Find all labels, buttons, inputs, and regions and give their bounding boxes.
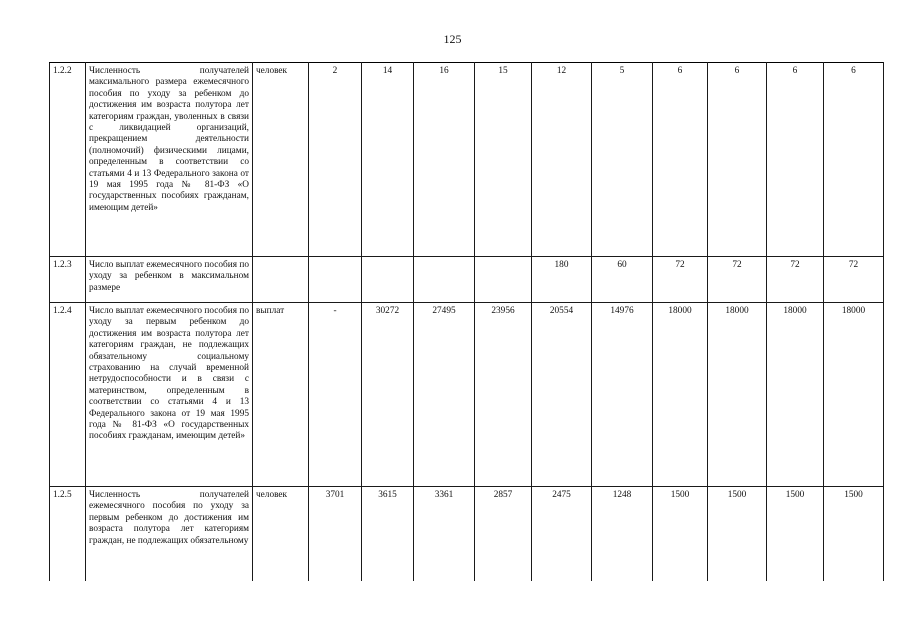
unit-cell: человек (253, 487, 309, 581)
value-cell (309, 257, 362, 303)
value-cell: 72 (708, 257, 767, 303)
value-cell (362, 257, 414, 303)
value-cell: 15 (475, 63, 532, 257)
description-cell: Число выплат ежемесячного пособия по уходу за первым ребенком до достижения им возраста полутора лет категориям граждан, не подлежащих обязательному социальному страхованию на случай временной нетрудоспособности и в связи с материнством, определенным в соответствии со статьями 4 и 13 Федерального закона от 19 мая 1995 года № 81-ФЗ «О государственных пособиях гражданам, имеющим детей» (86, 303, 253, 487)
value-cell (414, 257, 475, 303)
value-cell: 16 (414, 63, 475, 257)
row-id-cell: 1.2.3 (50, 257, 86, 303)
value-cell: 14 (362, 63, 414, 257)
value-cell: 12 (532, 63, 592, 257)
page-number: 125 (443, 32, 462, 46)
row-id-cell: 1.2.5 (50, 487, 86, 581)
value-cell: 6 (824, 63, 884, 257)
value-cell: 2475 (532, 487, 592, 581)
value-cell: 1500 (824, 487, 884, 581)
value-cell: 6 (767, 63, 824, 257)
value-cell: 180 (532, 257, 592, 303)
table-row (50, 303, 884, 487)
value-cell: 1248 (592, 487, 653, 581)
row-id-cell: 1.2.2 (50, 63, 86, 257)
value-cell: 1500 (708, 487, 767, 581)
value-cell: 72 (653, 257, 708, 303)
value-cell: 18000 (767, 303, 824, 487)
value-cell: 27495 (414, 303, 475, 487)
value-cell: 6 (653, 63, 708, 257)
value-cell: 20554 (532, 303, 592, 487)
description-cell: Численность получателей максимального размера ежемесячного пособия по уходу за ребенком до достижения им возраста полутора лет категориям граждан, уволенных в связи с ликвидацией организаций, прекращением деятельности (полномочий) физическими лицами, определенным в соответствии со статьями 4 и 13 Федерального закона от 19 мая 1995 года № 81-ФЗ «О государственных пособиях гражданам, имеющим детей» (86, 63, 253, 257)
unit-cell: человек (253, 63, 309, 257)
value-cell: - (309, 303, 362, 487)
table-row (50, 487, 884, 581)
value-cell: 6 (708, 63, 767, 257)
value-cell: 3701 (309, 487, 362, 581)
value-cell (475, 257, 532, 303)
value-cell: 18000 (653, 303, 708, 487)
value-cell: 18000 (824, 303, 884, 487)
unit-cell (253, 257, 309, 303)
statistics-table (49, 62, 884, 581)
value-cell: 3361 (414, 487, 475, 581)
value-cell: 14976 (592, 303, 653, 487)
value-cell: 30272 (362, 303, 414, 487)
value-cell: 2 (309, 63, 362, 257)
description-cell: Численность получателей ежемесячного пособия по уходу за первым ребенком до достижения им возраста полутора лет категориям граждан, не подлежащих обязательному (86, 487, 253, 581)
value-cell: 60 (592, 257, 653, 303)
value-cell: 23956 (475, 303, 532, 487)
unit-cell: выплат (253, 303, 309, 487)
row-id-cell: 1.2.4 (50, 303, 86, 487)
value-cell: 3615 (362, 487, 414, 581)
value-cell: 5 (592, 63, 653, 257)
value-cell: 1500 (653, 487, 708, 581)
table-row (50, 257, 884, 303)
value-cell: 72 (767, 257, 824, 303)
value-cell: 1500 (767, 487, 824, 581)
value-cell: 2857 (475, 487, 532, 581)
value-cell: 18000 (708, 303, 767, 487)
description-cell: Число выплат ежемесячного пособия по уходу за ребенком в максимальном размере (86, 257, 253, 303)
table-row (50, 63, 884, 257)
value-cell: 72 (824, 257, 884, 303)
